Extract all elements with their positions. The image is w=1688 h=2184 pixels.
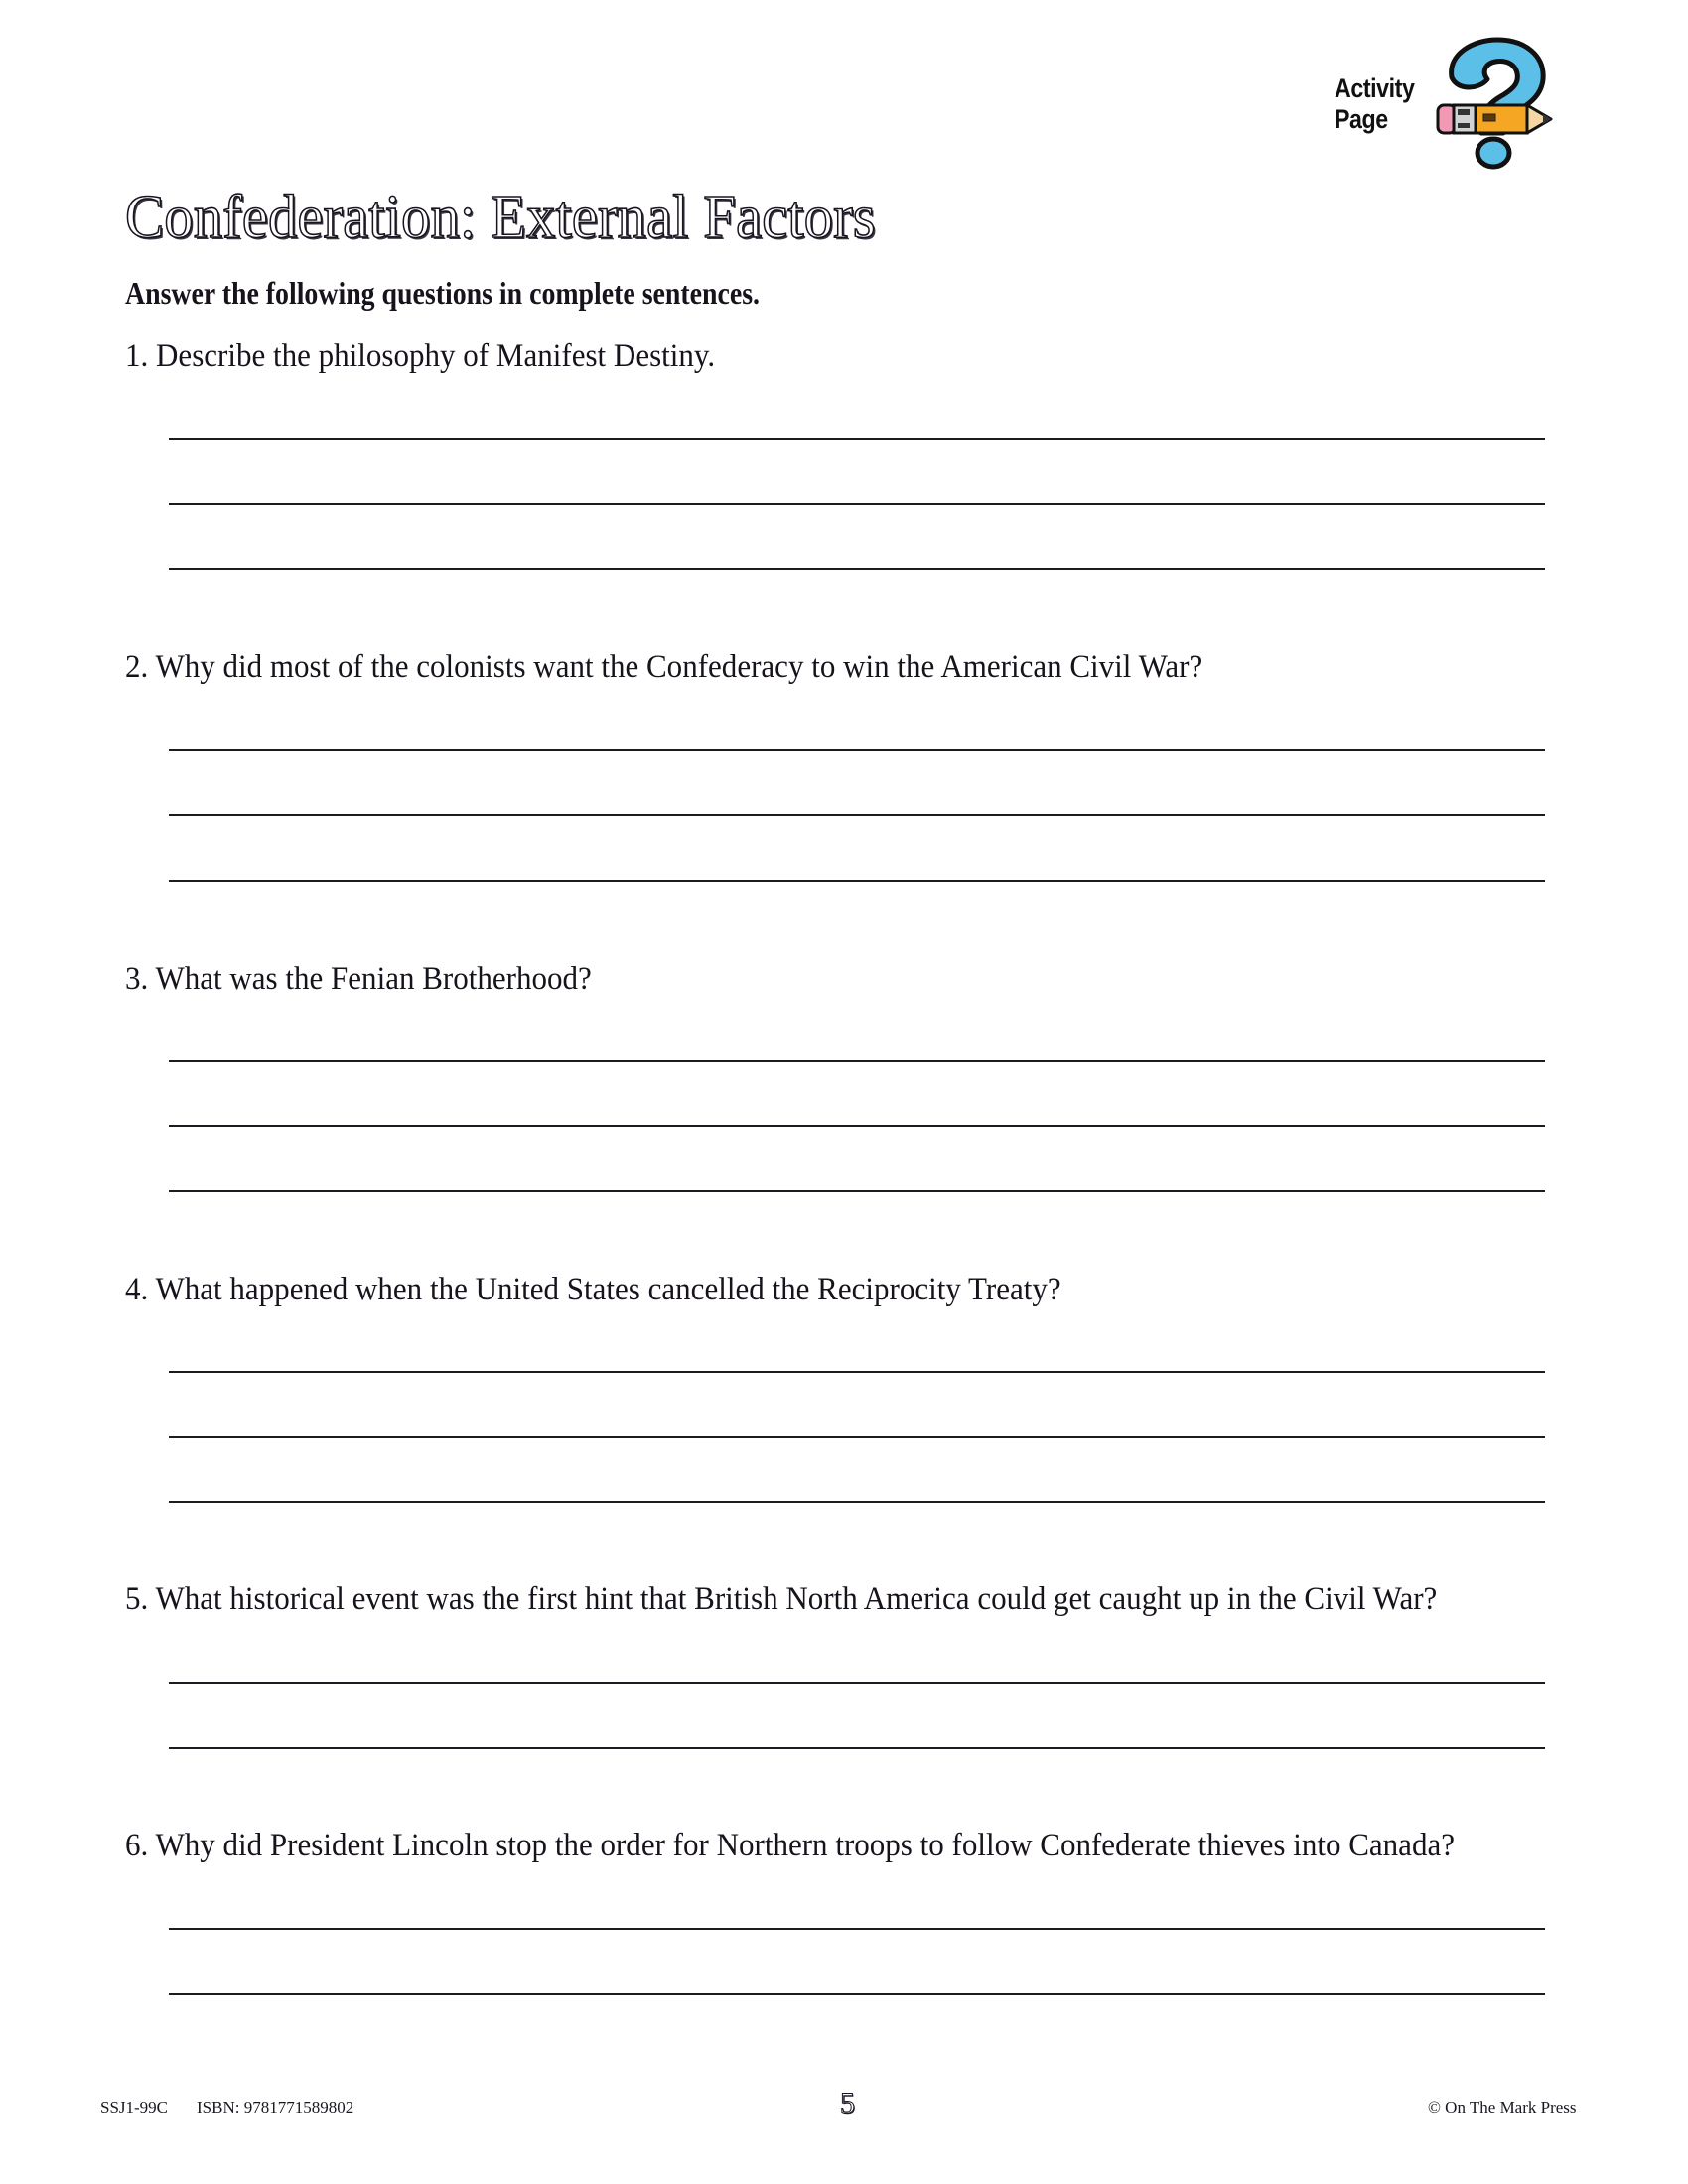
- question-text: Why did President Lincoln stop the order for Northern troops to follow Confederate thieves into Canada?: [155, 1828, 1456, 1863]
- answer-line-3-1[interactable]: [169, 1060, 1545, 1062]
- instructions: Answer the following questions in complete sentences.: [125, 275, 761, 311]
- answer-line-3-3[interactable]: [169, 1190, 1545, 1192]
- question-number: 3.: [125, 961, 149, 997]
- question-number: 6.: [125, 1828, 149, 1863]
- badge-label-page: Page: [1335, 104, 1388, 134]
- answer-line-1-3[interactable]: [169, 568, 1545, 570]
- question-1: [125, 338, 715, 375]
- question-text: Describe the philosophy of Manifest Destiny.: [156, 339, 716, 374]
- page-title: Confederation: External Factors: [125, 184, 876, 251]
- activity-page-badge: [1331, 36, 1559, 171]
- question-text: Why did most of the colonists want the Confederacy to win the American Civil War?: [155, 649, 1203, 685]
- question-6: [125, 1827, 1455, 1864]
- question-5: [125, 1580, 1437, 1618]
- question-4: [125, 1271, 1061, 1308]
- footer-code: SSJ1-99C: [100, 2098, 169, 2116]
- question-number: 5.: [125, 1581, 149, 1617]
- question-number: 1.: [125, 339, 149, 374]
- answer-line-3-2[interactable]: [169, 1125, 1545, 1127]
- answer-line-2-3[interactable]: [169, 880, 1545, 882]
- answer-line-2-1[interactable]: [169, 749, 1545, 751]
- footer-isbn: ISBN: 9781771589802: [197, 2098, 354, 2116]
- question-text: What happened when the United States cancelled the Reciprocity Treaty?: [155, 1272, 1061, 1307]
- answer-line-2-2[interactable]: [169, 814, 1545, 816]
- footer-copyright: © On The Mark Press: [1428, 2098, 1577, 2116]
- answer-line-4-1[interactable]: [169, 1371, 1545, 1373]
- answer-line-1-1[interactable]: [169, 438, 1545, 440]
- question-mark-pencil-icon: [1434, 36, 1559, 171]
- question-2: [125, 648, 1202, 686]
- badge-label-activity: Activity: [1335, 73, 1415, 103]
- question-number: 4.: [125, 1272, 149, 1307]
- page-number: 5: [840, 2087, 855, 2119]
- answer-line-6-1[interactable]: [169, 1928, 1545, 1930]
- answer-line-5-2[interactable]: [169, 1747, 1545, 1749]
- question-number: 2.: [125, 649, 149, 685]
- question-text: What was the Fenian Brotherhood?: [155, 961, 592, 997]
- answer-line-1-2[interactable]: [169, 503, 1545, 505]
- answer-line-4-3[interactable]: [169, 1501, 1545, 1503]
- answer-line-6-2[interactable]: [169, 1993, 1545, 1995]
- answer-line-5-1[interactable]: [169, 1682, 1545, 1684]
- answer-line-4-2[interactable]: [169, 1436, 1545, 1438]
- question-3: [125, 960, 592, 998]
- question-text: What historical event was the first hint that British North America could get caught up in the Civil War?: [155, 1581, 1438, 1617]
